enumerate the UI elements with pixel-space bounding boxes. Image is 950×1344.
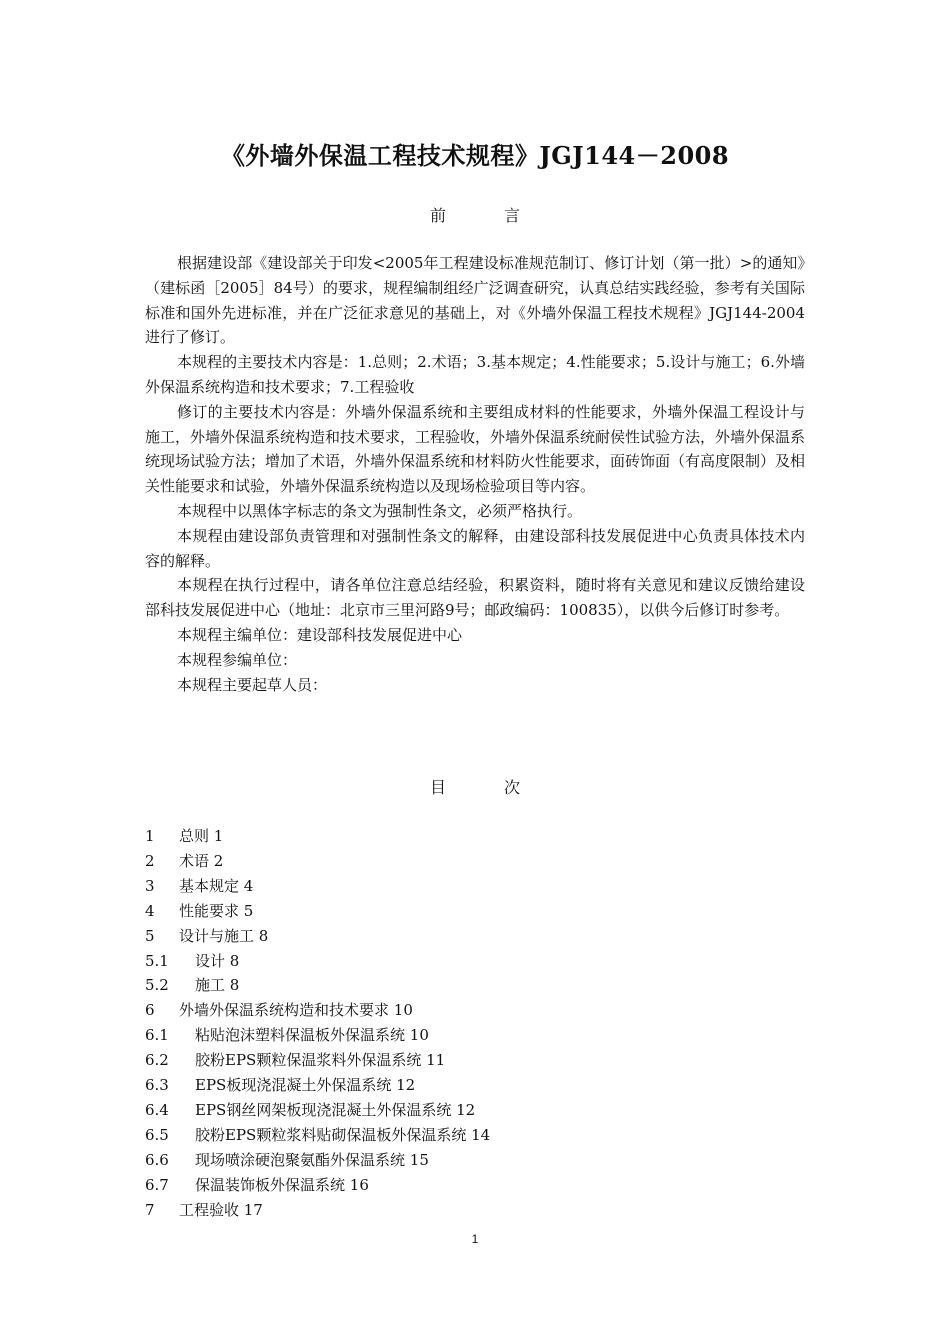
toc-entry[interactable] [145, 924, 490, 949]
toc-text: 现场喷涂硬泡聚氨酯外保温系统 15 [195, 1150, 429, 1169]
toc-text: 设计 8 [195, 951, 240, 970]
document-title: 《外墙外保温工程技术规程》JGJ144－2008 [220, 141, 730, 170]
toc-entry[interactable] [145, 1198, 490, 1223]
preface-heading-char: 前 [430, 206, 447, 225]
toc-text: 外墙外保温系统构造和技术要求 10 [179, 1001, 413, 1020]
toc-entry[interactable] [145, 1098, 490, 1123]
preface-heading-char: 言 [504, 206, 521, 225]
toc-text: 设计与施工 8 [179, 926, 269, 945]
paragraph: 本规程在执行过程中，请各单位注意总结经验，积累资料，随时将有关意见和建议反馈给建设部科技发展促进中心（地址：北京市三里河路9号；邮政编码：100835），以供今后修订时参考。 [145, 576, 805, 620]
toc-text: EPS钢丝网架板现浇混凝土外保温系统 12 [195, 1100, 476, 1119]
toc-text: 工程验收 17 [179, 1200, 263, 1219]
page-number: 1 [471, 1232, 479, 1246]
toc-number: 6.6 [145, 1150, 169, 1169]
preface-heading [0, 203, 950, 226]
toc-number: 6.5 [145, 1125, 169, 1144]
toc-entry[interactable] [145, 1073, 490, 1098]
paragraph: 本规程主要起草人员： [177, 675, 328, 694]
paragraph: 根据建设部《建设部关于印发<2005年工程建设标准规范制订、修订计划（第一批）>的通知》（建标函［2005］84号）的要求，规程编制组经广泛调查研究，认真总结实践经验，参考有关国际标准和国外先进标准，并在广泛征求意见的基础上，对《外墙外保温工程技术规程》JGJ144-2004进行了修订。 [145, 254, 805, 347]
toc-number: 1 [145, 827, 155, 845]
toc-text: 胶粉EPS颗粒浆料贴砌保温板外保温系统 14 [195, 1125, 491, 1144]
toc-number: 5.1 [145, 951, 169, 970]
toc-text: 术语 2 [179, 851, 224, 870]
paragraph: 本规程中以黑体字标志的条文为强制性条文，必须严格执行。 [177, 501, 583, 520]
toc-entry[interactable] [145, 899, 490, 924]
toc-text: 粘贴泡沫塑料保温板外保温系统 10 [195, 1026, 429, 1045]
paragraph: 修订的主要技术内容是：外墙外保温系统和主要组成材料的性能要求，外墙外保温工程设计与施工，外墙外保温系统构造和技术要求，工程验收，外墙外保温系统耐侯性试验方法，外墙外保温系统现场试验方法；增加了术语，外墙外保温系统和材料防火性能要求，面砖饰面（有高度限制）及相关性能要求和试验，外墙外保温系统构造以及现场检验项目等内容。 [145, 402, 806, 496]
toc-heading-char: 次 [504, 778, 521, 797]
toc-entry[interactable] [145, 1148, 490, 1173]
toc-entry[interactable] [145, 973, 490, 998]
toc-number: 6.2 [145, 1051, 169, 1070]
toc-number: 6.7 [145, 1175, 169, 1194]
toc-entry[interactable] [145, 1173, 490, 1198]
toc-text: 性能要求 5 [179, 901, 254, 920]
toc-text: 基本规定 4 [179, 876, 254, 895]
toc-number: 6 [145, 1001, 155, 1020]
toc-number: 3 [145, 876, 155, 895]
paragraph: 本规程由建设部负责管理和对强制性条文的解释，由建设部科技发展促进中心负责具体技术内容的解释。 [145, 526, 805, 570]
toc-text: 施工 8 [195, 976, 240, 995]
toc-entry[interactable] [145, 1048, 490, 1073]
toc-heading-char: 目 [430, 778, 447, 797]
toc-number: 6.1 [145, 1026, 169, 1045]
toc-number: 5.2 [145, 976, 169, 995]
toc-entry[interactable] [145, 1023, 490, 1048]
toc-entry[interactable] [145, 1123, 490, 1148]
toc-number: 6.3 [145, 1076, 169, 1095]
toc-number: 7 [145, 1200, 155, 1219]
toc-entry[interactable] [145, 849, 490, 874]
toc-text: 胶粉EPS颗粒保温浆料外保温系统 11 [195, 1051, 446, 1070]
toc-number: 6.4 [145, 1100, 169, 1119]
table-of-contents [145, 824, 490, 1223]
toc-text: EPS板现浇混凝土外保温系统 12 [195, 1076, 416, 1095]
toc-entry[interactable] [145, 949, 490, 974]
toc-heading [0, 775, 950, 798]
toc-number: 4 [145, 901, 155, 920]
paragraph: 本规程主编单位：建设部科技发展促进中心 [177, 625, 463, 644]
preface-body [145, 251, 805, 697]
toc-number: 5 [145, 926, 155, 945]
toc-text: 保温装饰板外保温系统 16 [195, 1175, 369, 1194]
paragraph: 本规程的主要技术内容是：1.总则；2.术语；3.基本规定；4.性能要求；5.设计与施工；6.外墙外保温系统构造和技术要求；7.工程验收 [145, 353, 805, 396]
toc-entry[interactable] [145, 874, 490, 899]
toc-entry[interactable] [145, 824, 490, 849]
paragraph: 本规程参编单位： [177, 650, 298, 669]
toc-entry[interactable] [145, 998, 490, 1023]
toc-number: 2 [145, 851, 155, 870]
toc-text: 总则 1 [179, 827, 224, 845]
